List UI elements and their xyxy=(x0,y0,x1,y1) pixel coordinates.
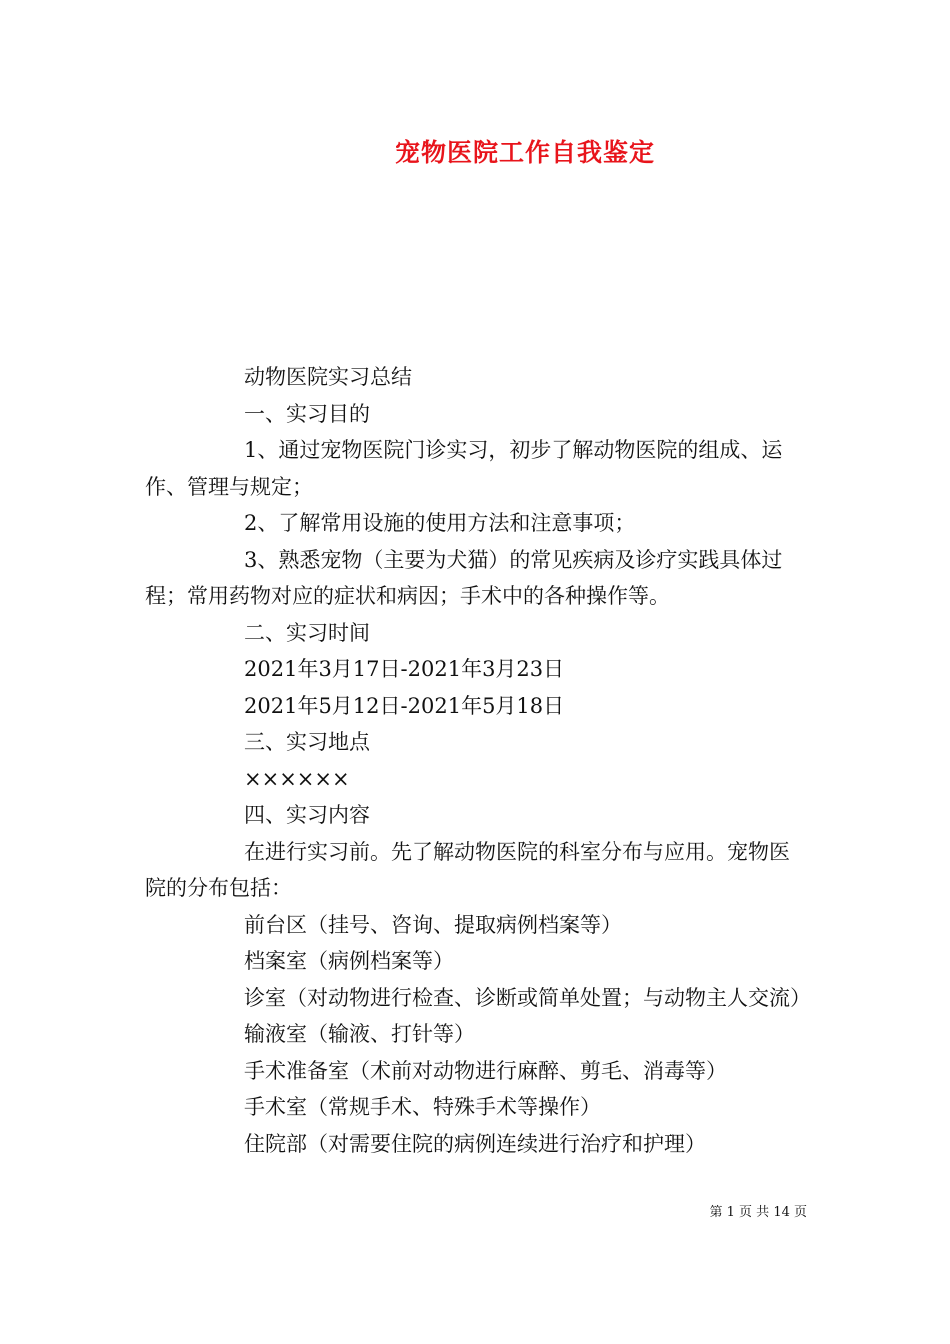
list-item: 诊室（对动物进行检查、诊断或简单处置；与动物主人交流） xyxy=(244,985,811,1010)
page-number-footer: 第 1 页 共 14 页 xyxy=(709,1205,807,1220)
list-item: 手术准备室（术前对动物进行麻醉、剪毛、消毒等） xyxy=(244,1058,727,1083)
list-item: 住院部（对需要住院的病例连续进行治疗和护理） xyxy=(244,1131,706,1156)
paragraph: 在进行实习前。先了解动物医院的科室分布与应用。宠物医院的分布包括： xyxy=(145,839,790,900)
section-heading: 二、实习时间 xyxy=(244,620,370,645)
list-item: 档案室（病例档案等） xyxy=(244,949,454,973)
paragraph: 1、通过宠物医院门诊实习，初步了解动物医院的组成、运作、管理与规定； xyxy=(145,438,783,499)
date-range: 2021年3月17日-2021年3月23日 xyxy=(244,657,565,681)
date-range: 2021年5月12日-2021年5月18日 xyxy=(244,693,565,718)
location-placeholder: ×××××× xyxy=(244,766,350,791)
paragraph: 3、熟悉宠物（主要为犬猫）的常见疾病及诊疗实践具体过程；常用药物对应的症状和病因；手术中的各种操作等。 xyxy=(145,547,783,608)
list-item: 前台区（挂号、咨询、提取病例档案等） xyxy=(244,912,622,937)
list-item: 输液室（输液、打针等） xyxy=(244,1022,475,1046)
section-heading: 三、实习地点 xyxy=(244,730,370,754)
section-heading: 四、实习内容 xyxy=(244,803,370,827)
document-title: 宠物医院工作自我鉴定 xyxy=(394,138,655,167)
document-body xyxy=(145,359,810,1162)
paragraph-heading: 动物医院实习总结 xyxy=(244,365,412,389)
section-heading: 一、实习目的 xyxy=(244,401,370,426)
list-item: 手术室（常规手术、特殊手术等操作） xyxy=(244,1095,601,1119)
paragraph: 2、了解常用设施的使用方法和注意事项； xyxy=(244,511,636,535)
